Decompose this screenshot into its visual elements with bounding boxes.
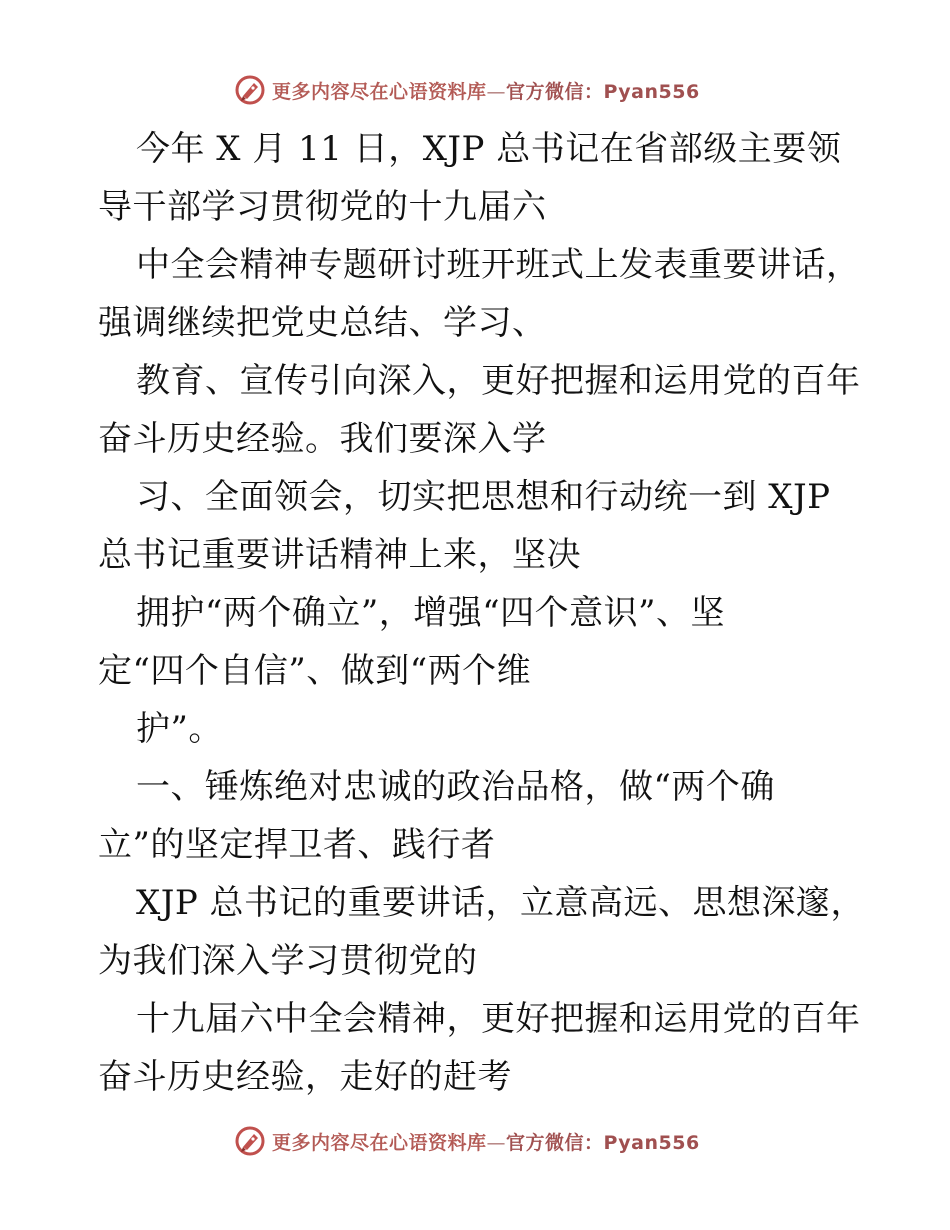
section-heading-1-cont: 立”的坚定捍卫者、践行者 [98, 825, 496, 865]
footer-watermark-banner [234, 1124, 700, 1158]
body-line-14: XJP 总书记的重要讲话，立意高远、思想深邃， [136, 883, 866, 923]
section-heading-1: 一、锤炼绝对忠诚的政治品格，做“两个确 [136, 767, 775, 807]
pen-nib-logo-icon [234, 1125, 266, 1157]
body-line-8: 总书记重要讲话精神上来，坚决 [98, 535, 581, 575]
document-body [98, 120, 868, 1106]
footer-banner-text: 更多内容尽在心语资料库—官方微信：Pyan556 [272, 1131, 700, 1154]
header-watermark-banner [234, 73, 700, 107]
body-line-3: 中全会精神专题研讨班开班式上发表重要讲话， [136, 245, 861, 285]
body-line-7: 习、全面领会，切实把思想和行动统一到 XJP [136, 477, 831, 517]
body-line-4: 强调继续把党史总结、学习、 [98, 303, 547, 343]
body-line-15: 为我们深入学习贯彻党的 [98, 941, 478, 981]
body-line-5: 教育、宣传引向深入，更好把握和运用党的百年 [136, 361, 861, 401]
body-line-11: 护”。 [136, 709, 223, 749]
pen-nib-logo-icon [234, 74, 266, 106]
header-banner-text: 更多内容尽在心语资料库—官方微信：Pyan556 [272, 80, 700, 103]
body-line-10: 定“四个自信”、做到“两个维 [98, 651, 532, 691]
body-line-1: 今年 X 月 11 日，XJP 总书记在省部级主要领 [136, 129, 842, 169]
body-line-17: 奋斗历史经验，走好的赶考 [98, 1057, 512, 1097]
body-line-2: 导干部学习贯彻党的十九届六 [98, 187, 547, 227]
body-line-9: 拥护“两个确立”，增强“四个意识”、坚 [136, 593, 726, 633]
body-line-16: 十九届六中全会精神，更好把握和运用党的百年 [136, 999, 861, 1039]
body-line-6: 奋斗历史经验。我们要深入学 [98, 419, 547, 459]
